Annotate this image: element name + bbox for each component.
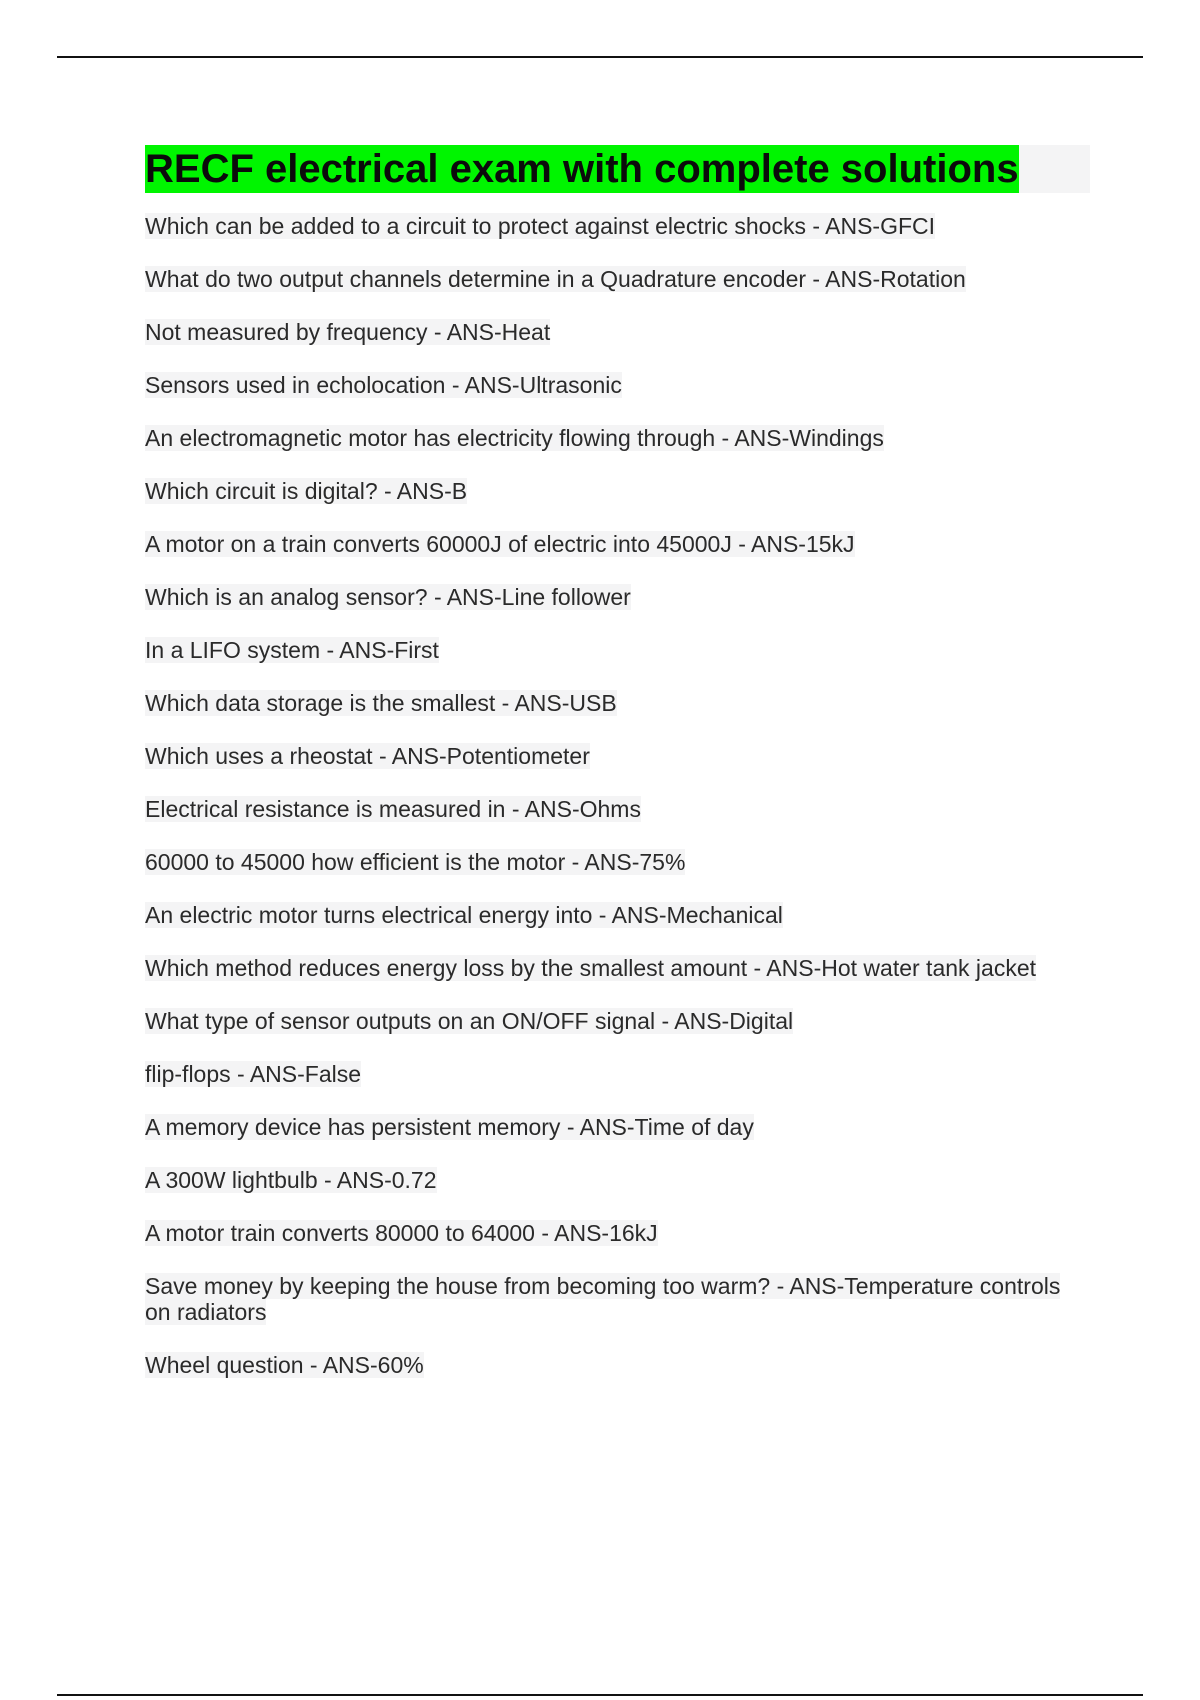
qa-text: Electrical resistance is measured in - ANS-Ohms	[145, 796, 641, 822]
qa-text: Save money by keeping the house from becoming too warm? - ANS-Temperature controls on radiators	[145, 1273, 1061, 1325]
qa-text: Which is an analog sensor? - ANS-Line follower	[145, 584, 631, 610]
qa-text: Which data storage is the smallest - ANS-USB	[145, 690, 617, 716]
footer-rule	[57, 1694, 1143, 1696]
document-title: RECF electrical exam with complete solutions	[145, 147, 1019, 191]
list-item	[145, 637, 1090, 663]
list-item	[145, 531, 1090, 557]
qa-text: Wheel question - ANS-60%	[145, 1352, 424, 1378]
qa-text: What do two output channels determine in a Quadrature encoder - ANS-Rotation	[145, 266, 966, 292]
qa-text: Not measured by frequency - ANS-Heat	[145, 319, 551, 345]
list-item	[145, 902, 1090, 928]
qa-text: A motor train converts 80000 to 64000 - ANS-16kJ	[145, 1220, 658, 1246]
qa-text: An electromagnetic motor has electricity flowing through - ANS-Windings	[145, 425, 884, 451]
list-item	[145, 690, 1090, 716]
list-item	[145, 1352, 1090, 1378]
list-item	[145, 955, 1090, 981]
qa-text: A memory device has persistent memory - ANS-Time of day	[145, 1114, 754, 1140]
qa-text: Sensors used in echolocation - ANS-Ultrasonic	[145, 372, 622, 398]
list-item	[145, 1008, 1090, 1034]
list-item	[145, 372, 1090, 398]
title-band	[145, 145, 1090, 193]
list-item	[145, 266, 1090, 292]
list-item	[145, 1061, 1090, 1087]
list-item	[145, 1167, 1090, 1193]
list-item	[145, 849, 1090, 875]
list-item	[145, 1220, 1090, 1246]
header-rule	[57, 56, 1143, 58]
qa-text: Which can be added to a circuit to protect against electric shocks - ANS-GFCI	[145, 213, 936, 239]
qa-text: Which uses a rheostat - ANS-Potentiometer	[145, 743, 590, 769]
qa-text: A motor on a train converts 60000J of electric into 45000J - ANS-15kJ	[145, 531, 855, 557]
list-item	[145, 213, 1090, 239]
list-item	[145, 743, 1090, 769]
list-item	[145, 1273, 1090, 1325]
list-item	[145, 796, 1090, 822]
qa-text: Which method reduces energy loss by the smallest amount - ANS-Hot water tank jacket	[145, 955, 1037, 981]
list-item	[145, 584, 1090, 610]
qa-list	[145, 213, 1090, 1378]
list-item	[145, 478, 1090, 504]
qa-text: flip-flops - ANS-False	[145, 1061, 362, 1087]
qa-text: Which circuit is digital? - ANS-B	[145, 478, 468, 504]
document-body	[145, 145, 1090, 1405]
qa-text: An electric motor turns electrical energy into - ANS-Mechanical	[145, 902, 783, 928]
qa-text: 60000 to 45000 how efficient is the motor - ANS-75%	[145, 849, 686, 875]
qa-text: In a LIFO system - ANS-First	[145, 637, 439, 663]
list-item	[145, 319, 1090, 345]
qa-text: What type of sensor outputs on an ON/OFF signal - ANS-Digital	[145, 1008, 794, 1034]
list-item	[145, 425, 1090, 451]
qa-text: A 300W lightbulb - ANS-0.72	[145, 1167, 437, 1193]
list-item	[145, 1114, 1090, 1140]
